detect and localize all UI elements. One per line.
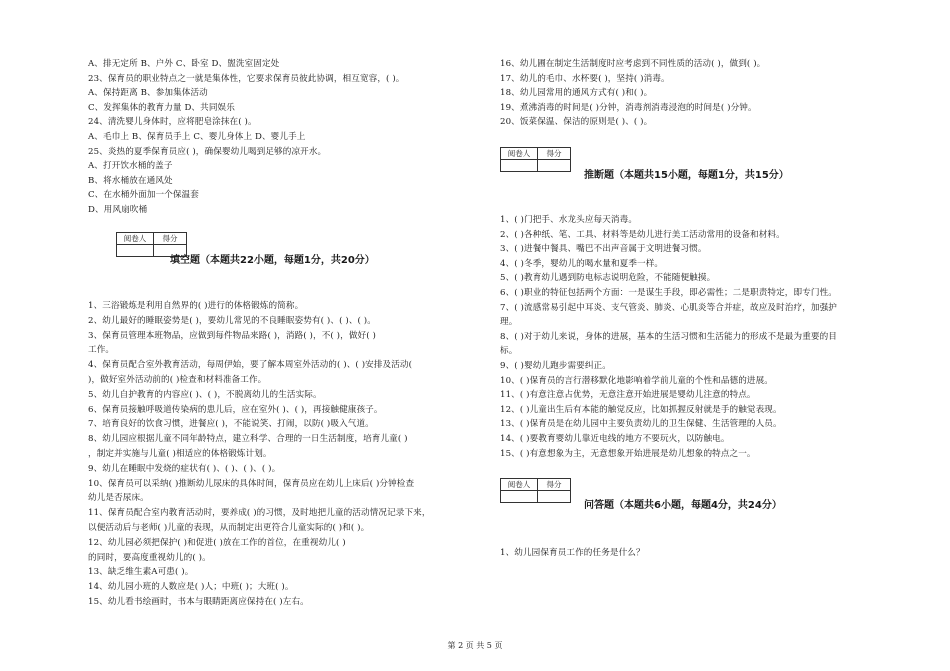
question-line: 7、( )流感常易引起中耳炎、支气管炎、肺炎、心肌炎等合并症，故应及时治疗，加强护 [500, 302, 837, 313]
section-title-judge: 推断题（本题共15小题，每题1分，共15分） [584, 170, 789, 181]
grader-label: 阅卷人 [501, 479, 538, 491]
question-line: 标。 [500, 346, 518, 357]
question-line: A、打开饮水桶的盖子 [88, 161, 173, 172]
question-line: A、毛巾上 B、保育员手上 C、婴儿身体上 D、婴儿手上 [88, 132, 306, 142]
question-line: 6、保育员接触呼吸道传染病的患儿后，应在室外( )、( )，再接触健康孩子。 [88, 404, 383, 415]
question-line: C、发挥集体的教育力量 D、共同娱乐 [88, 102, 235, 113]
question-line: 10、( )保育员的言行潜移默化地影响着学前儿童的个性和品德的进展。 [500, 375, 773, 386]
question-line: 2、幼儿最好的睡眠姿势是( )，要幼儿常见的不良睡眠姿势有( )、( )、( )。 [88, 315, 376, 326]
question-line: 10、保育员可以采纳( )推断幼儿尿床的具体时间，保育员应在幼儿上床后( )分钟检查 [88, 478, 415, 489]
question-line: 工作。 [88, 345, 115, 356]
grader-box-qa [500, 478, 571, 503]
score-label: 得分 [538, 148, 571, 160]
question-line: 16、幼儿圃在制定生活制度时应考虑到不同性质的活动( )，做到( )。 [500, 59, 766, 69]
question-line: 17、幼儿的毛巾、水杯要( )，坚持( )消毒。 [500, 73, 670, 84]
question-line: 4、( )冬季，婴幼儿的喝水量和夏季一样。 [500, 258, 664, 269]
question-line: 11、保育员配合室内教育活动时，要养成( )的习惯，及时地把儿童的活动情况记录下来， [88, 508, 431, 519]
grader-box-judge [500, 147, 571, 172]
question-line: 1、( )门把手、水龙头应每天消毒。 [500, 215, 638, 225]
question-line: 7、培育良好的饮食习惯，进餐应( )，不能说笑、打闹，以防( )吸入气道。 [88, 419, 374, 430]
question-line: 15、( )有意想象为主，无意想象开始进展是幼儿想象的特点之一。 [500, 448, 756, 459]
question-line: 3、保育员管理本班物品，应做到每件物品来路( )，消路( )，不( )，做好( ) [88, 330, 376, 341]
question-line: 理。 [500, 317, 518, 328]
question-line: 18、幼儿园常用的通风方式有( )和( )。 [500, 88, 653, 99]
score-cell [538, 160, 571, 172]
question-line: 6、( )职业的特征包括两个方面：一是谋生手段，即必需性；二是职责特定，即专门性。 [500, 288, 837, 298]
question-line: 8、幼儿园应根据儿童不同年龄特点，建立科学、合理的一日生活制度，培育儿童( ) [88, 434, 408, 445]
question-line: 20、饭菜保温、保洁的原则是( )、( )。 [500, 117, 653, 128]
grader-cell [501, 160, 538, 172]
question-line: 8、( )对于幼儿来说，身体的进展，基本的生活习惯和生活能力的形成不是最为重要的目 [500, 331, 837, 342]
question-line: 19、煮沸消毒的时间是( )分钟，消毒剂消毒浸泡的时间是( )分钟。 [500, 102, 757, 113]
question-line: 5、幼儿自护教育的内容应( )、( )，不脱离幼儿的生活实际。 [88, 389, 322, 400]
section-title-qa: 问答题（本题共6小题，每题4分，共24分） [584, 500, 782, 511]
question-line: 13、( )保育员是在幼儿园中主要负责幼儿的卫生保健、生活管理的人员。 [500, 419, 782, 430]
question-line: A、保持距离 B、参加集体活动 [88, 88, 208, 99]
question-line: ，制定并实施与儿童( )相适应的体格锻炼计划。 [88, 449, 272, 459]
question-line: 14、( )要教育婴幼儿靠近电线的地方不要玩火，以防触电。 [500, 434, 730, 444]
question-line: 15、幼儿看书绘画时，书本与眼睛距离应保持在( )左右。 [88, 597, 309, 607]
score-label: 得分 [154, 233, 187, 245]
grader-cell [501, 491, 538, 503]
question-line: 25、炎热的夏季保育员应( )，确保婴幼儿喝到足够的凉开水。 [88, 146, 327, 157]
question-line: 23、保育员的职业特点之一就是集体性，它要求保育员彼此协调，相互宽容，( )。 [88, 73, 405, 84]
question-line: 9、( )婴幼儿跑步需要纠正。 [500, 361, 611, 371]
question-line: 以便活动后与老师( )儿童的表现，从而制定出更符合儿童实际的( )和( )。 [88, 523, 370, 533]
score-label: 得分 [538, 479, 571, 491]
question-line: 9、幼儿在睡眠中发烧的症状有( )、( )、( )、( )。 [88, 463, 281, 474]
question-line: 的同时，要高度重视幼儿的( )。 [88, 552, 211, 563]
grader-label: 阅卷人 [117, 233, 154, 245]
question-line: )，做好室外活动前的( )检查和材料准备工作。 [88, 375, 267, 385]
question-line: 幼儿是否尿床。 [88, 493, 149, 504]
question-line: 13、缺乏维生素A可患( )。 [88, 567, 194, 578]
question-line: 2、( )各种纸、笔、工具、材料等是幼儿进行美工活动常用的设备和材料。 [500, 229, 785, 240]
question-line: 11、( )有意注意占优势，无意注意开始进展是婴幼儿注意的特点。 [500, 390, 756, 401]
question-line: B、将水桶放在通风处 [88, 175, 173, 186]
question-line: A、排无定所 B、户外 C、卧室 D、盥洗室固定处 [88, 59, 280, 69]
question-line: D、用风扇吹桶 [88, 205, 148, 215]
page-number: 第 2 页 共 5 页 [447, 641, 503, 650]
grader-cell [117, 245, 154, 257]
question-line: 1、幼儿园保育员工作的任务是什么？ [500, 548, 645, 558]
question-line: 1、三浴锻炼是利用自然界的( )进行的体格锻炼的简称。 [88, 301, 304, 311]
question-line: 24、清洗婴儿身体时，应将肥皂涂抹在( )。 [88, 117, 257, 128]
question-line: 5、( )教育幼儿遇到防电标志说明危险，不能随便触摸。 [500, 273, 716, 284]
question-line: C、在水桶外面加一个保温套 [88, 190, 200, 201]
question-line: 3、( )进餐中餐具、嘴巴不出声音属于文明进餐习惯。 [500, 244, 707, 255]
question-line: 12、( )儿童出生后有本能的触觉反应，比如抓握反射就是手的触觉表现。 [500, 404, 782, 415]
section-title-fill: 填空题（本题共22小题，每题1分，共20分） [170, 255, 375, 266]
question-line: 4、保育员配合室外教育活动，每周伊始，要了解本周室外活动的( )、( )安排及活动( [88, 360, 413, 371]
question-line: 12、幼儿园必须把保护( )和促进( )放在工作的首位，在重视幼儿( ) [88, 537, 346, 548]
question-line: 14、幼儿园小班的人数应是( )人；中班( )；大班( )。 [88, 582, 294, 593]
grader-label: 阅卷人 [501, 148, 538, 160]
score-cell [538, 491, 571, 503]
